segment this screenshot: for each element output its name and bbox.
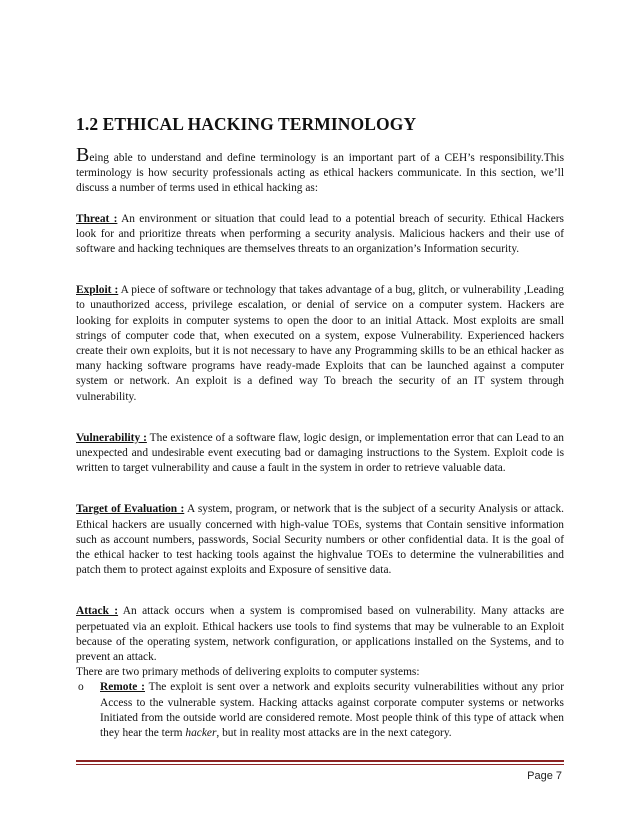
exploit-term: Exploit : <box>76 284 119 297</box>
page-number: Page 7 <box>527 770 562 782</box>
remote-text-after: , but in reality most attacks are in the next category. <box>216 727 452 740</box>
intro-text: eing able to understand and define terminology is an important part of a CEH’s responsibility.This terminology is how security professionals acting as ethical hackers communicate. In this section, we’ll discuss a number of terms used in ethical hacking as: <box>76 152 564 195</box>
toe-paragraph <box>76 502 564 578</box>
vulnerability-text: The existence of a software flaw, logic design, or implementation error that can Lead to an unexpected and undesirable event executing bad or damaging instructions to the System. Exploit code is written to target vulnerability and cause a fault in the system in order to retrieve valuable data. <box>76 431 564 475</box>
page-content <box>76 114 564 741</box>
toe-text: A system, program, or network that is the subject of a security Analysis or attack. Ethical hackers are usually concerned with high-value TOEs, systems that Contain sensitive information such as account numbers, passwords, Social Security numbers or other confidential data. It is the goal of the ethical hacker to test hacking tools against the highvalue TOEs to determine the vulnerabilities and patch them to protect against exploits and Exposure of sensitive data. <box>76 503 564 577</box>
threat-term: Threat : <box>76 212 118 225</box>
footer-rule-thin <box>76 764 564 765</box>
intro-dropcap: B <box>76 144 90 166</box>
vulnerability-paragraph <box>76 431 564 477</box>
attack-paragraph <box>76 604 564 665</box>
section-heading: 1.2 ETHICAL HACKING TERMINOLOGY <box>76 114 417 134</box>
methods-line: There are two primary methods of delivering exploits to computer systems: <box>76 666 420 679</box>
exploit-paragraph <box>76 283 564 405</box>
hacker-emphasis: hacker <box>185 727 217 740</box>
attack-term: Attack : <box>76 605 119 618</box>
bullet-marker: o <box>78 681 84 694</box>
intro-paragraph <box>76 144 564 197</box>
vulnerability-term: Vulnerability : <box>76 431 147 444</box>
exploit-text: A piece of software or technology that takes advantage of a bug, glitch, or vulnerability ,Leading to unauthorized access, privilege escalation, or denial of service on a computer system. Hackers are looking for exploits in computer systems to open the door to an initial Attack. Most exploits are small strings of computer code that, when executed on a system, expose Vulnerability. Experienced hackers create their own exploits, but it is not necessary to have any Programming skills to be an ethical hacker as many hacking software programs have ready-made Exploits that can be launched against a computer system or network. An exploit is a defined way To breach the security of an IT system through vulnerability. <box>76 284 564 403</box>
threat-text: An environment or situation that could lead to a potential breach of security. Ethical Hackers look for and prioritize threats when performing a security analysis. Malicious hackers and their use of software and hacking techniques are themselves threats to an organization’s Information security. <box>76 212 564 256</box>
toe-term: Target of Evaluation : <box>76 503 185 516</box>
remote-term: Remote : <box>100 681 145 694</box>
list-item <box>76 680 564 741</box>
attack-text: An attack occurs when a system is compromised based on vulnerability. Many attacks are perpetuated via an exploit. Ethical hackers use tools to find systems that may be vulnerable to an Exploit because of the operating system, network configuration, or applications installed on the Systems, and to prevent an attack. <box>76 605 564 664</box>
footer-rule-thick <box>76 760 564 762</box>
remote-paragraph <box>100 680 564 741</box>
threat-paragraph <box>76 212 564 258</box>
remote-text-before: The exploit is sent over a network and exploits security vulnerabilities without any prior Access to the vulnerable system. Hacking attacks against corporate computer systems or networks Initiated from the outside world are considered remote. Most people think of this type of attack when they hear the term <box>100 681 564 740</box>
